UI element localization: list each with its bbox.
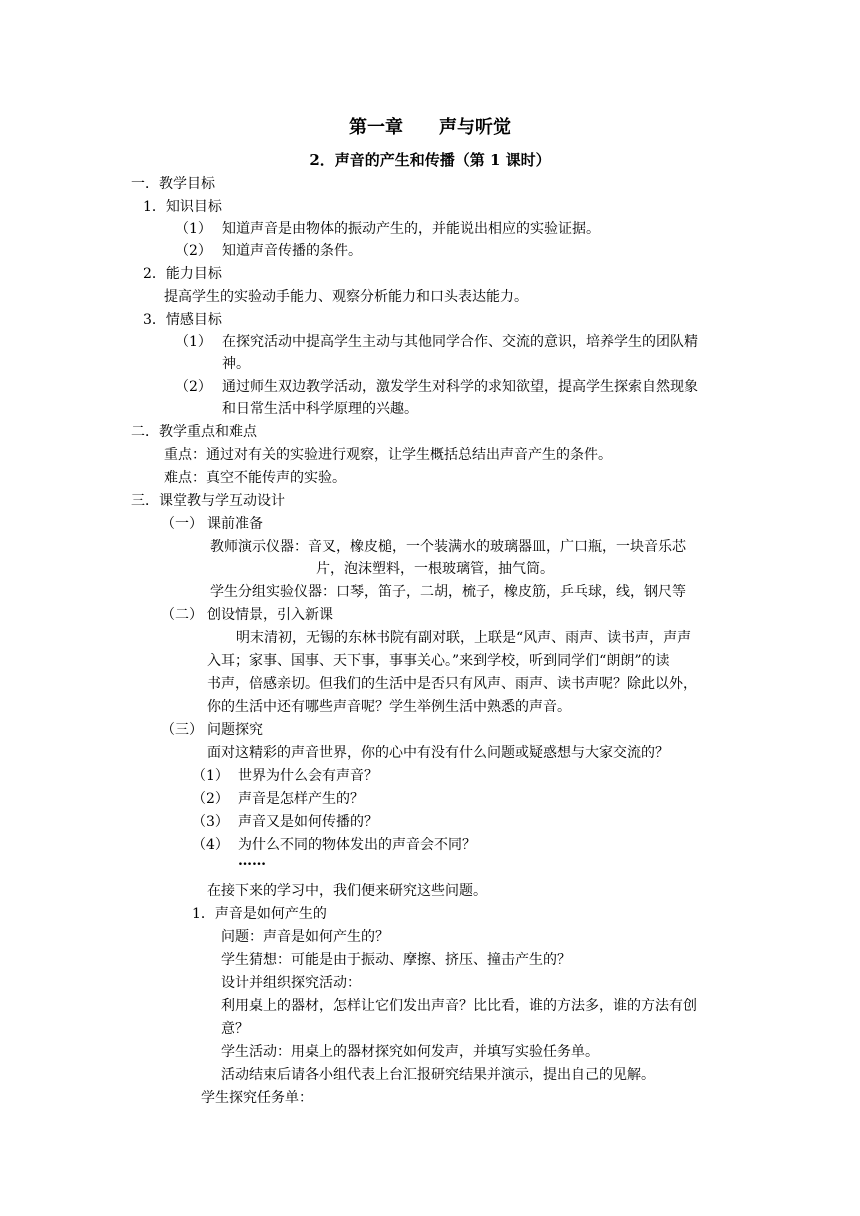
- list-item-number: （2）: [175, 379, 212, 395]
- paragraph: 片，泡沫塑料，一根玻璃管，抽气筒。: [316, 561, 554, 577]
- list-item-number: （1）: [175, 221, 212, 237]
- list-item-text: 声音又是如何传播的？: [238, 814, 378, 830]
- list-item-text: 和日常生活中科学原理的兴趣。: [222, 401, 418, 417]
- list-item-text: 声音是怎样产生的？: [238, 791, 364, 807]
- paragraph: 教师演示仪器：音叉，橡皮槌，一个装满水的玻璃器皿，广口瓶，一块音乐芯: [210, 539, 686, 555]
- subsection-heading: 创设情景，引入新课: [207, 607, 333, 623]
- subsection-heading: 2．能力目标: [143, 266, 222, 282]
- section-heading: 一．教学目标: [131, 176, 215, 192]
- lesson-title: 2．声音的产生和传播（第 1 课时）: [309, 151, 551, 169]
- paragraph: 提高学生的实验动手能力、观察分析能力和口头表达能力。: [164, 289, 528, 305]
- section-heading: 三．课堂教与学互动设计: [131, 493, 285, 509]
- paragraph: 活动结束后请各小组代表上台汇报研究结果并演示，提出自己的见解。: [221, 1067, 655, 1083]
- paragraph: 面对这精彩的声音世界，你的心中有没有什么问题或疑惑想与大家交流的？: [207, 745, 669, 761]
- subsection-heading: 3．情感目标: [143, 312, 222, 328]
- paragraph: 利用桌上的器材，怎样让它们发出声音？比比看，谁的方法多，谁的方法有创: [221, 998, 697, 1014]
- list-item-text: 知道声音是由物体的振动产生的，并能说出相应的实验证据。: [222, 221, 600, 237]
- list-item-number: （3）: [192, 814, 229, 830]
- list-item-text: 在探究活动中提高学生主动与其他同学合作、交流的意识，培养学生的团队精: [222, 334, 698, 350]
- list-item-number: （4）: [192, 837, 229, 853]
- list-item-text: 神。: [222, 356, 250, 372]
- list-item-text: 为什么不同的物体发出的声音会不同？: [238, 837, 476, 853]
- list-item-number: （1）: [192, 768, 229, 784]
- list-item-number: （三）: [161, 722, 203, 738]
- list-item-text: 通过师生双边教学活动，激发学生对科学的求知欲望，提高学生探索自然现象: [222, 379, 698, 395]
- chapter-title: 第一章 声与听觉: [349, 117, 511, 138]
- paragraph: 设计并组织探究活动：: [221, 975, 361, 991]
- paragraph: 明末清初，无锡的东林书院有副对联，上联是“风声、雨声、读书声，声声: [236, 630, 692, 646]
- subsection-heading: 问题探究: [207, 722, 263, 738]
- subsection-heading: 课前准备: [207, 516, 263, 532]
- list-item-number: （二）: [161, 607, 203, 623]
- paragraph: 你的生活中还有哪些声音呢？学生举例生活中熟悉的声音。: [207, 699, 571, 715]
- paragraph: 学生探究任务单：: [201, 1090, 313, 1106]
- section-heading: 二．教学重点和难点: [131, 424, 257, 440]
- subsection-heading: 1．知识目标: [143, 199, 222, 215]
- paragraph: 意？: [221, 1021, 249, 1037]
- list-item-number: （一）: [161, 516, 203, 532]
- list-item-number: （1）: [175, 334, 212, 350]
- paragraph: 入耳；家事、国事、天下事，事事关心。”来到学校，听到同学们“朗朗”的读: [207, 653, 670, 669]
- paragraph: 学生活动：用桌上的器材探究如何发声，并填写实验任务单。: [221, 1044, 599, 1060]
- paragraph: 在接下来的学习中，我们便来研究这些问题。: [207, 883, 487, 899]
- paragraph: 书声，倍感亲切。但我们的生活中是否只有风声、雨声、读书声呢？除此以外，: [207, 676, 697, 692]
- list-item-text: 世界为什么会有声音？: [238, 768, 378, 784]
- list-item-number: （2）: [192, 791, 229, 807]
- difficulty-point: 难点：真空不能传声的实验。: [164, 470, 346, 486]
- paragraph: 学生分组实验仪器：口琴，笛子，二胡，梳子，橡皮筋，乒乓球，线，钢尺等: [210, 584, 686, 600]
- paragraph: 问题：声音是如何产生的？: [221, 929, 389, 945]
- subsection-heading: 1．声音是如何产生的: [192, 906, 327, 922]
- ellipsis: ……: [238, 853, 266, 869]
- list-item-number: （2）: [175, 243, 212, 259]
- list-item-text: 知道声音传播的条件。: [222, 243, 362, 259]
- key-point: 重点：通过对有关的实验进行观察，让学生概括总结出声音产生的条件。: [164, 447, 612, 463]
- paragraph: 学生猜想：可能是由于振动、摩擦、挤压、撞击产生的？: [221, 952, 571, 968]
